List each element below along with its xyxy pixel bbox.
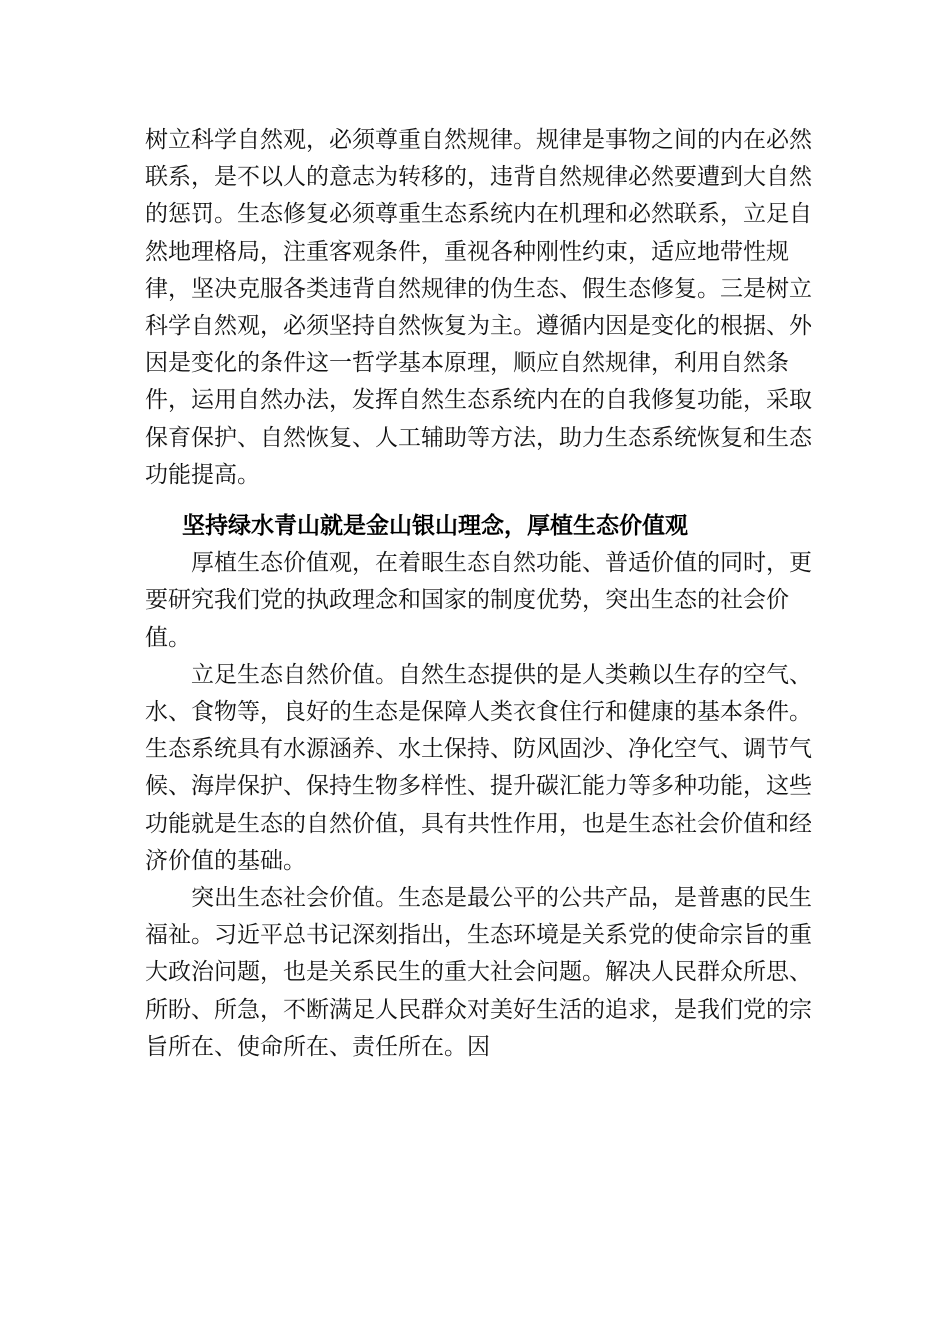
body-paragraph: 厚植生态价值观，在着眼生态自然功能、普适价值的同时，更要研究我们党的执政理念和国家的制度优势，突出生态的社会价值。 bbox=[145, 550, 812, 651]
body-paragraph: 树立科学自然观，必须尊重自然规律。规律是事物之间的内在必然联系，是不以人的意志为转移的，违背自然规律必然要遭到大自然的惩罚。生态修复必须尊重生态系统内在机理和必然联系，立足自然地理格局，注重客观条件，重视各种刚性约束，适应地带性规律，坚决克服各类违背自然规律的伪生态、假生态修复。三是树立科学自然观，必须坚持自然恢复为主。遵循内因是变化的根据、外因是变化的条件这一哲学基本原理，顺应自然规律，利用自然条件，运用自然办法，发挥自然生态系统内在的自我修复功能，采取保育保护、自然恢复、人工辅助等方法，助力生态系统恢复和生态功能提高。 bbox=[145, 127, 812, 488]
body-paragraph: 立足生态自然价值。自然生态提供的是人类赖以生存的空气、水、食物等，良好的生态是保障人类衣食住行和健康的基本条件。生态系统具有水源涵养、水土保持、防风固沙、净化空气、调节气候、海岸保护、保持生物多样性、提升碳汇能力等多种功能，这些功能就是生态的自然价值，具有共性作用，也是生态社会价值和经济价值的基础。 bbox=[145, 661, 812, 874]
section-heading: 坚持绿水青山就是金山银山理念，厚植生态价值观 bbox=[182, 513, 688, 540]
document-body bbox=[145, 122, 825, 1066]
body-paragraph: 突出生态社会价值。生态是最公平的公共产品，是普惠的民生福祉。习近平总书记深刻指出，生态环境是关系党的使命宗旨的重大政治问题，也是关系民生的重大社会问题。解决人民群众所思、所盼、所急，不断满足人民群众对美好生活的追求，是我们党的宗旨所在、使命所在、责任所在。因 bbox=[145, 885, 812, 1060]
